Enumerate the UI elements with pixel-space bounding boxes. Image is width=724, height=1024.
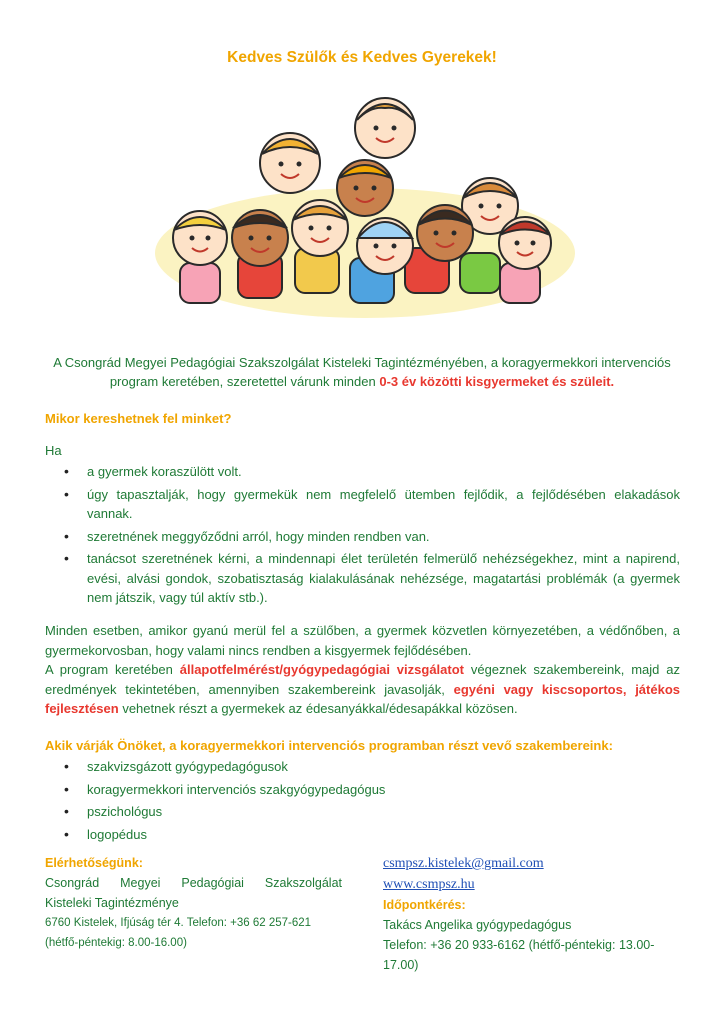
list-item: • a gyermek koraszülött volt. (45, 462, 680, 482)
body-text (45, 621, 680, 719)
when-lead: Ha (45, 443, 62, 458)
contact-org-unit: Kisteleki Tagintézménye (45, 896, 179, 910)
list-item: • pszichológus (45, 802, 680, 822)
when-heading: Mikor kereshetnek fel minket? (45, 411, 232, 426)
contact-heading: Elérhetőségünk: (45, 856, 143, 870)
experts-list (45, 757, 680, 847)
list-item: • úgy tapasztalják, hogy gyermekük nem megfelelő ütemben fejlődik, a fejlődésében elakadások vannak. (45, 485, 680, 524)
body-paragraph-1: Minden esetben, amikor gyanú merül fel a szülőben, a gyermek közvetlen környezetében, a védőnőben, a gyermekorvosban, hogy valami nincs rendben a kisgyermek fejlődésében. (45, 623, 680, 658)
appointment-phone: Telefon: +36 20 933-6162 (hétfő-péntekig: 13.00-17.00) (383, 938, 655, 972)
experts-heading: Akik várják Önöket, a koragyermekkori intervenciós programban részt vevő szakembereink: (45, 738, 613, 753)
contact-org: Csongrád Megyei Pedagógiai Szakszolgálat (45, 876, 342, 890)
contact-hours: (hétfő-péntekig: 8.00-16.00) (45, 937, 187, 949)
list-item: • koragyermekkori intervenciós szakgyógypedagógus (45, 780, 680, 800)
intro-text: A Csongrád Megyei Pedagógiai Szakszolgálat Kisteleki Tagintézményében, a koragyermekkori intervenciós program keretében, szeretettel várunk minden 0-3 év közötti kisgyermeket és szüleit. (53, 355, 671, 389)
page-title: Kedves Szülők és Kedves Gyerekek! (227, 49, 497, 66)
website-link[interactable]: www.csmpsz.hu (383, 877, 475, 892)
body-paragraph-2: A program keretében állapotfelmérést/gyógypedagógiai vizsgálatot végeznek szakembereink, majd az eredmények tekintetében, amennyiben szakembereink javasolják, egyéni vagy kiscsoportos, játékos fejlesztésen vehetnek részt a gyermekek az édesanyákkal/édesapákkal közösen. (45, 662, 680, 716)
appointment-block (383, 853, 683, 975)
children-illustration (150, 88, 580, 328)
list-item: • tanácsot szeretnének kérni, a mindennapi élet területén felmerülő nehézségekhez, mint a napirend, evési, alvási gondok, szobatisztaság kialakulásának nehézsége, magatartási problémák (a gyermek nem játszik, vagy túl aktív stb.). (45, 549, 680, 608)
list-item: • szakvizsgázott gyógypedagógusok (45, 757, 680, 777)
when-list (45, 462, 680, 611)
appointment-heading: Időpontkérés: (383, 898, 466, 912)
list-item: • szeretnének meggyőződni arról, hogy minden rendben van. (45, 527, 680, 547)
contact-block (45, 853, 342, 953)
appointment-person: Takács Angelika gyógypedagógus (383, 918, 572, 932)
list-item: • logopédus (45, 825, 680, 845)
contact-address: 6760 Kistelek, Ifjúság tér 4. Telefon: +36 62 257-621 (45, 917, 312, 929)
email-link[interactable]: csmpsz.kistelek@gmail.com (383, 856, 544, 871)
